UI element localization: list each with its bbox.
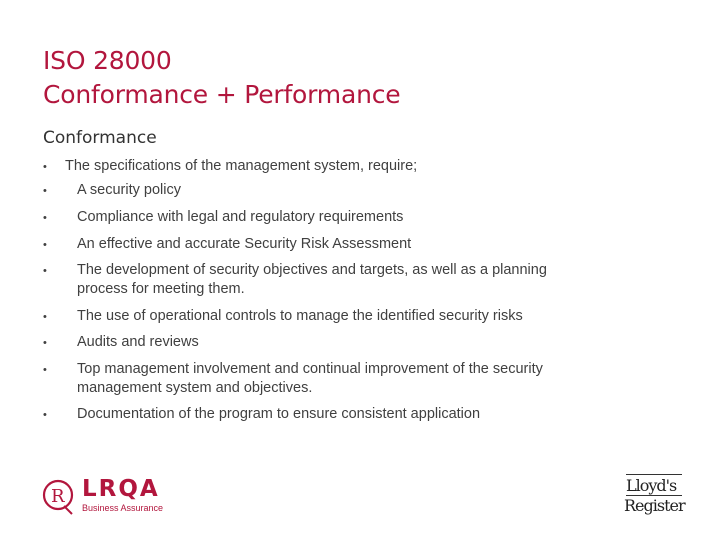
intro-bullet	[43, 157, 683, 176]
requirement-text: An effective and accurate Security Risk Assessment	[77, 235, 412, 252]
list-item	[43, 405, 683, 424]
section-subheading: Conformance	[43, 128, 157, 148]
bullet-icon: •	[43, 238, 47, 251]
lr-emblem-icon	[42, 476, 78, 516]
bullet-icon: •	[43, 161, 47, 173]
list-item	[43, 208, 683, 227]
list-item	[43, 181, 683, 200]
list-item	[43, 235, 683, 254]
slide-title	[43, 44, 400, 112]
requirement-text: Compliance with legal and regulatory requirements	[77, 208, 404, 225]
title-line-1: ISO 28000	[43, 46, 172, 75]
requirement-text: Top management involvement and continual improvement of the security management system and objectives.	[77, 360, 543, 396]
requirement-text: Audits and reviews	[77, 334, 199, 350]
intro-text: The specifications of the management system, require;	[65, 158, 418, 174]
bullet-icon: •	[43, 409, 47, 421]
title-line-2: Conformance + Performance	[43, 80, 401, 109]
lloyds-wordmark-line1: Lloyd's	[626, 476, 677, 495]
bullet-icon: •	[43, 337, 47, 349]
logo-rule-top	[626, 474, 682, 475]
requirements-list	[43, 181, 683, 424]
lrqa-tagline: Business Assurance	[82, 503, 164, 513]
bullet-icon: •	[43, 185, 47, 197]
lloyds-wordmark-line2: Register	[624, 496, 685, 515]
lloyds-register-logo	[624, 474, 684, 518]
bullet-icon: •	[43, 211, 47, 224]
lrqa-logo	[42, 476, 172, 516]
svg-text:R: R	[51, 486, 65, 507]
bullet-icon: •	[43, 310, 47, 323]
bullet-icon: •	[43, 363, 47, 376]
list-item	[43, 360, 683, 398]
requirement-text: The use of operational controls to manage the identified security risks	[77, 307, 523, 324]
list-item	[43, 307, 683, 326]
requirement-text: A security policy	[77, 182, 181, 198]
list-item	[43, 261, 683, 299]
bullet-icon: •	[43, 265, 47, 277]
lrqa-wordmark: LRQA	[82, 476, 160, 502]
requirement-text: The development of security objectives and targets, as well as a planning process for meeting them.	[77, 262, 547, 297]
content-body	[43, 157, 683, 432]
list-item	[43, 333, 683, 352]
requirement-text: Documentation of the program to ensure consistent application	[77, 406, 481, 422]
